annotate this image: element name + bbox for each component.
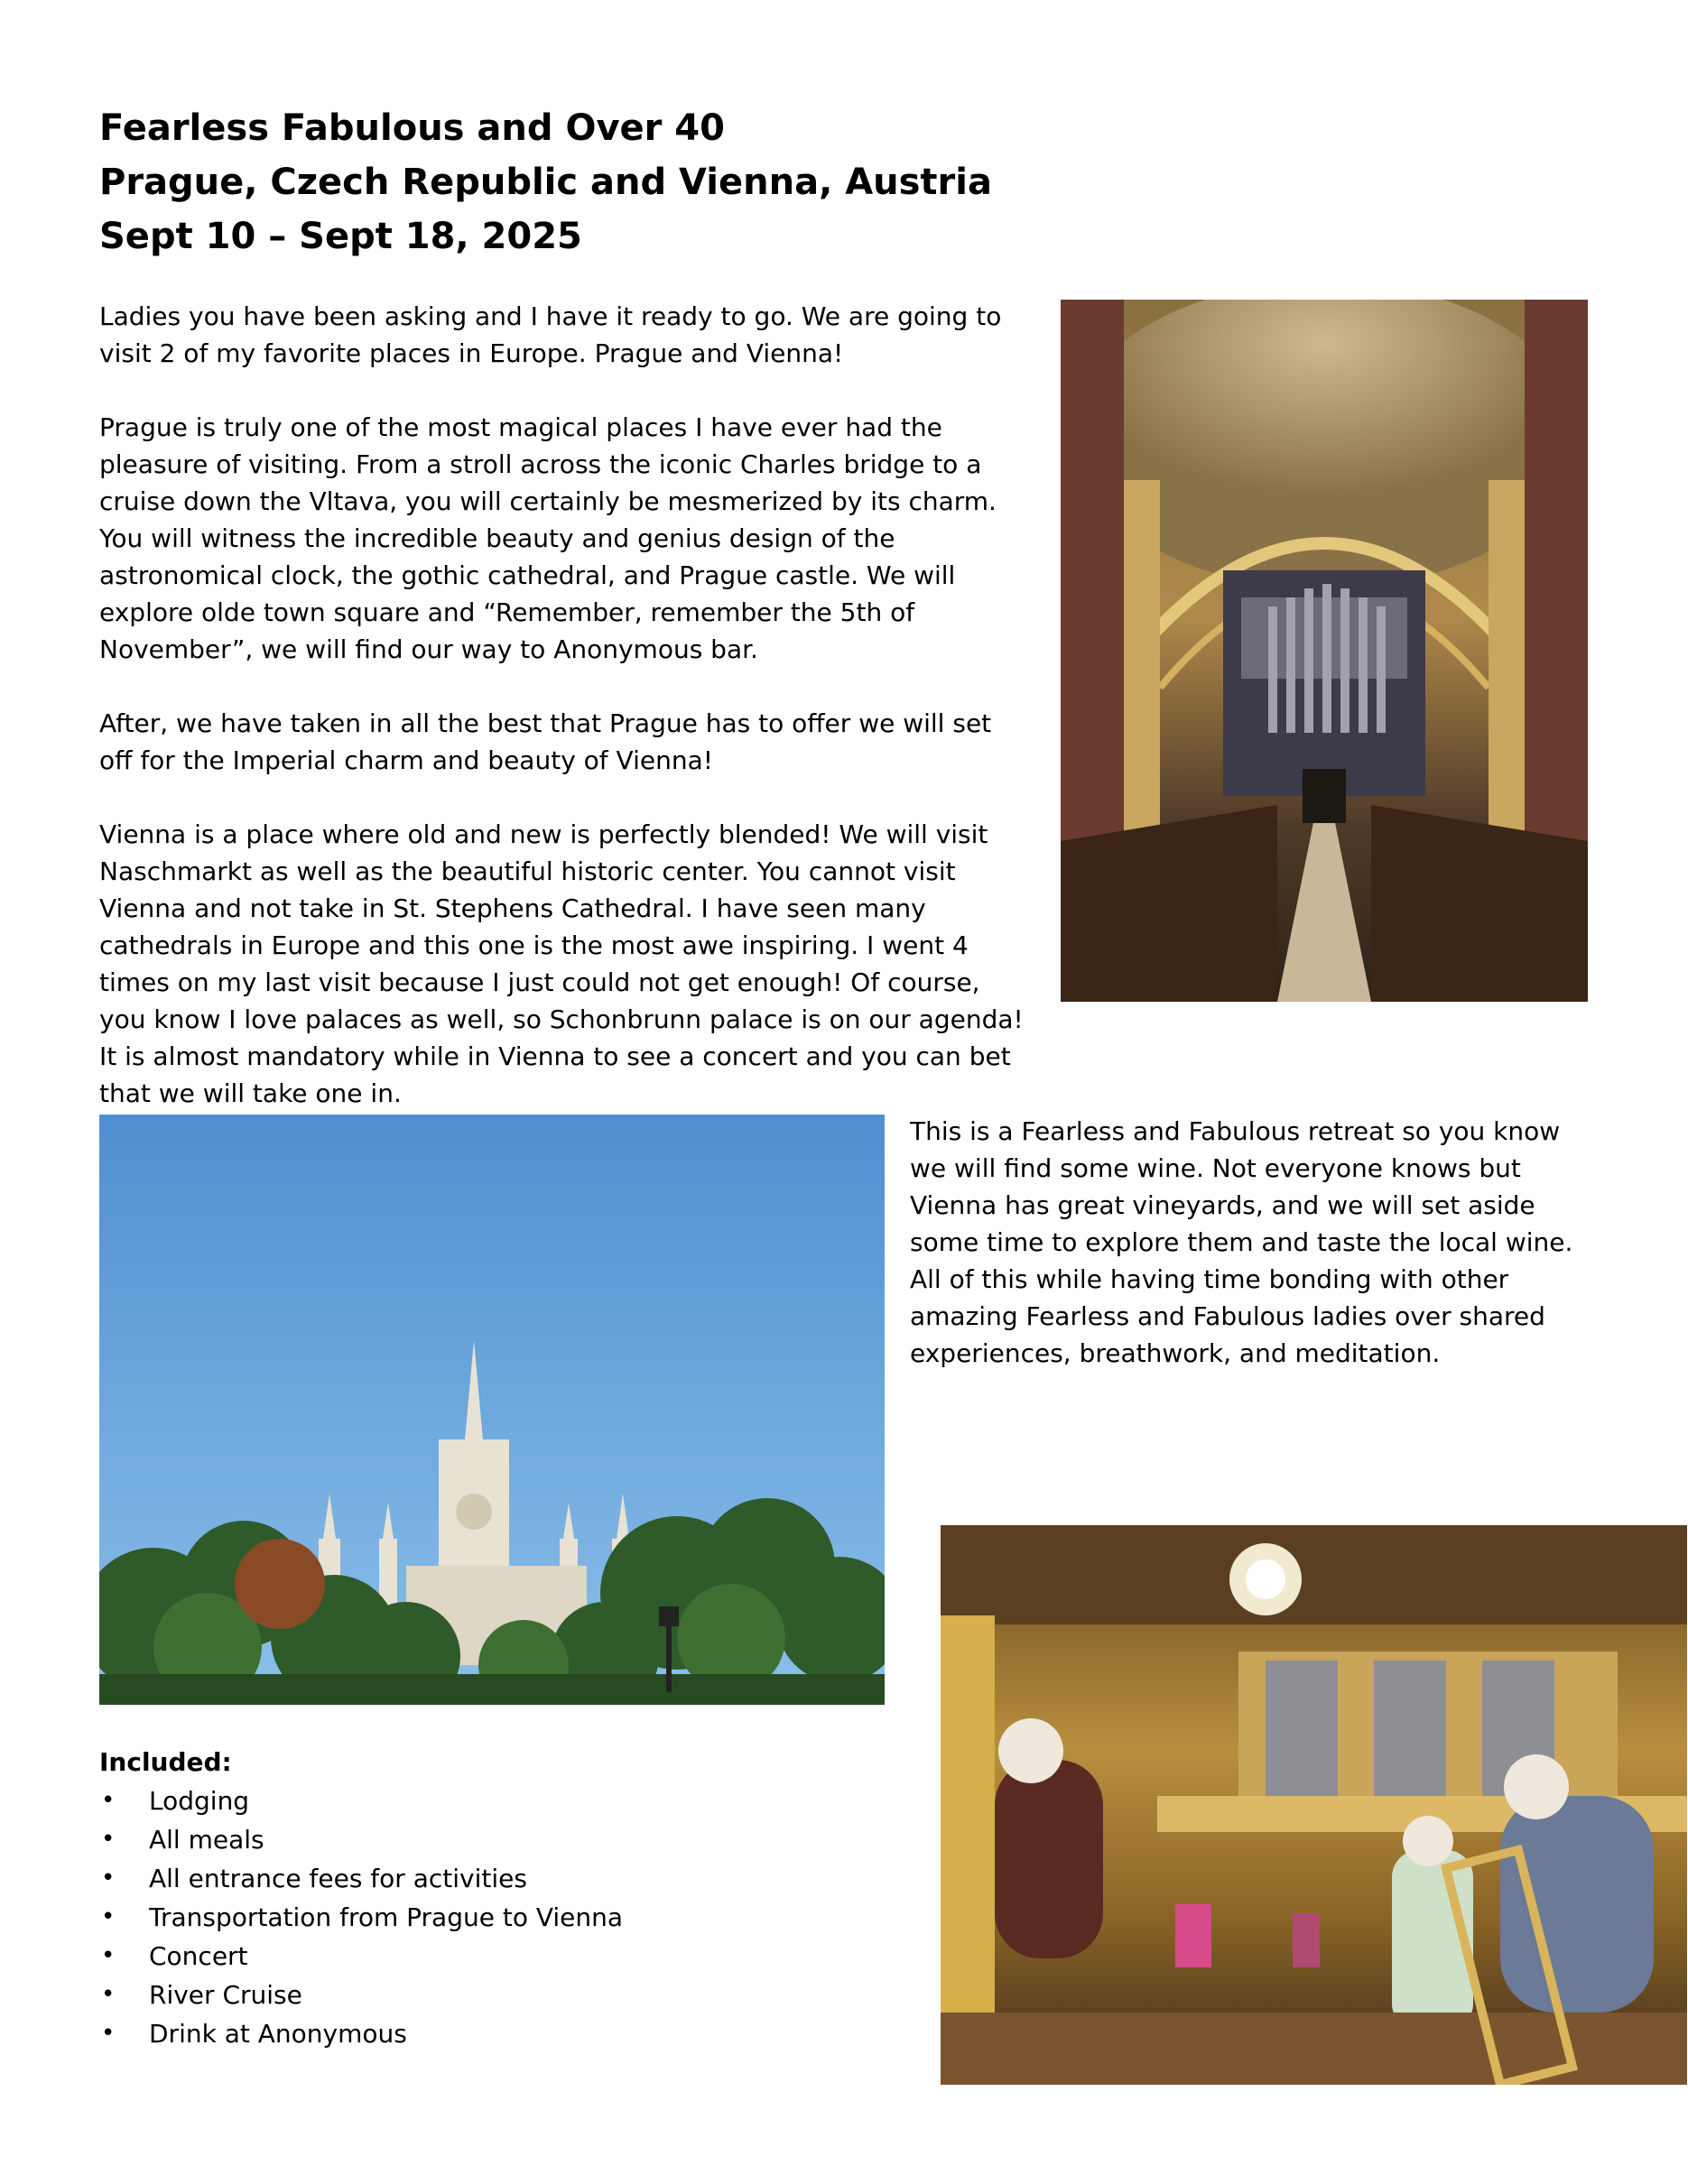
prague-paragraph: Prague is truly one of the most magical places I have ever had the pleasure of visiting. From a stroll across the iconic Charles bridge to a cruise down the Vltava, you will certainly be mesmerized by its charm. You will witness the incredible beauty and genius design of the astronomical clock, the gothic cathedral, and Prague castle. We will explore olde town square and “Remember, remember the 5th of November”, we will find our way to Anonymous bar.: [99, 412, 997, 664]
list-item: [99, 1937, 623, 1976]
page-subtitle-dates: Sept 10 – Sept 18, 2025: [99, 216, 582, 257]
list-item: [99, 1820, 623, 1859]
included-item-label: Transportation from Prague to Vienna: [149, 1902, 624, 1932]
bullet-icon: •: [101, 2020, 116, 2047]
bullet-icon: •: [101, 1865, 116, 1892]
list-item: [99, 2014, 623, 2053]
list-item: [99, 1859, 623, 1898]
bullet-icon: •: [101, 1787, 116, 1814]
church-interior-photo: [1061, 300, 1588, 1002]
page-title: Fearless Fabulous and Over 40: [99, 107, 725, 149]
included-item-label: All meals: [149, 1825, 264, 1855]
included-list: [99, 1781, 623, 2053]
vienna-city-hall-photo: [99, 1115, 885, 1705]
concert-hall-photo: [941, 1525, 1687, 2085]
included-item-label: Drink at Anonymous: [149, 2019, 407, 2049]
wine-paragraph: This is a Fearless and Fabulous retreat so you know we will find some wine. Not everyone knows but Vienna has great vineyards, and we will set aside some time to explore them and taste the local wine.: [910, 1116, 1573, 1257]
bullet-icon: •: [101, 1981, 116, 2008]
page-subtitle-destinations: Prague, Czech Republic and Vienna, Austria: [99, 162, 992, 203]
intro-paragraph: Ladies you have been asking and I have it ready to go. We are going to visit 2 of my favorite places in Europe. Prague and Vienna!: [99, 301, 1002, 368]
list-item: [99, 1976, 623, 2014]
included-item-label: All entrance fees for activities: [149, 1864, 527, 1893]
transition-paragraph: After, we have taken in all the best that Prague has to offer we will set off for the Imperial charm and beauty of Vienna!: [99, 708, 992, 775]
list-item: [99, 1781, 623, 1820]
vienna-paragraph: Vienna is a place where old and new is perfectly blended! We will visit Naschmarkt as well as the beautiful historic center. You cannot visit Vienna and not take in St. Stephens Cathedral. I have seen many cathedrals in Europe and this one is the most awe inspiring. I went 4 times on my last visit because I just could not get enough! Of course, you know I love palaces as well, so Schonbrunn palace is on our agenda! It is almost mandatory while in Vienna to see a concert and you can bet that we will take one in.: [99, 819, 1024, 1108]
included-item-label: River Cruise: [149, 1980, 302, 2010]
bonding-paragraph: All of this while having time bonding with other amazing Fearless and Fabulous ladies over shared experiences, breathwork, and meditation.: [910, 1264, 1545, 1368]
included-item-label: Concert: [149, 1941, 248, 1971]
list-item: [99, 1898, 623, 1937]
bullet-icon: •: [101, 1903, 116, 1930]
bullet-icon: •: [101, 1942, 116, 1969]
included-item-label: Lodging: [149, 1786, 250, 1816]
bullet-icon: •: [101, 1826, 116, 1853]
included-heading: Included:: [99, 1747, 232, 1777]
